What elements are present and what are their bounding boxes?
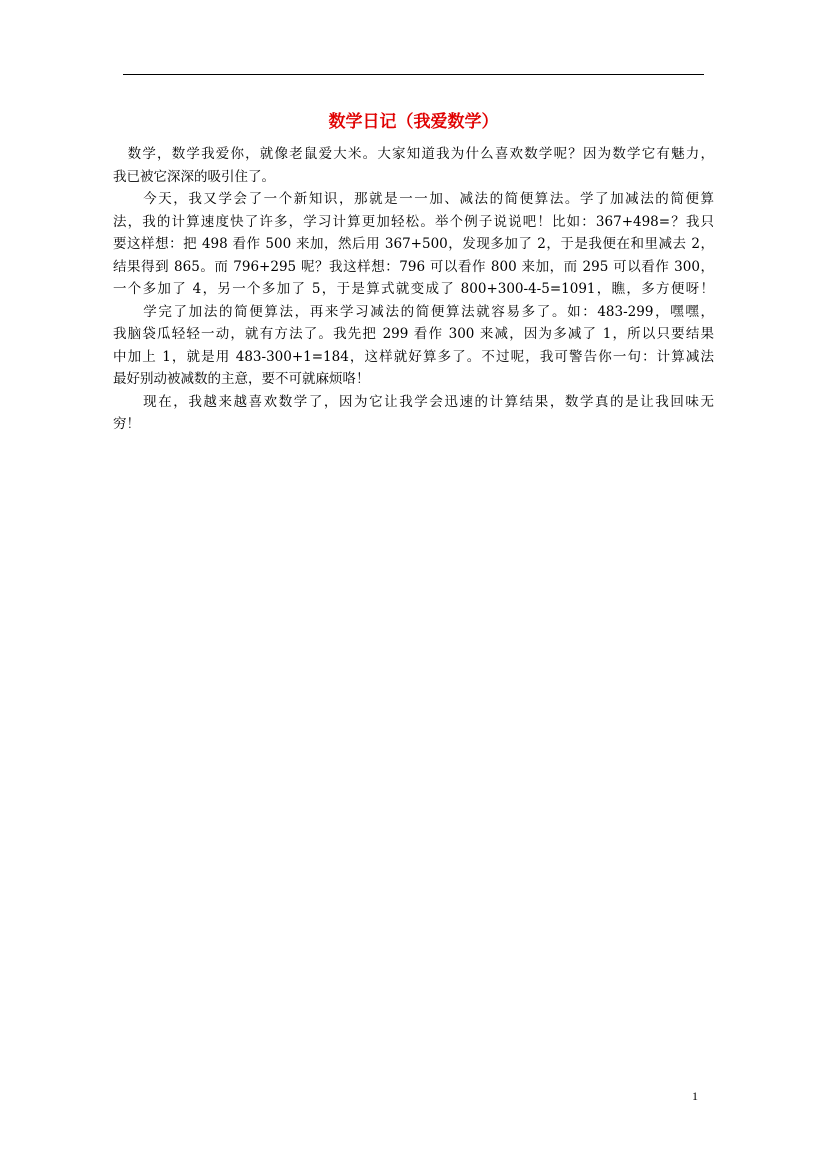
text-line: 最好别动被减数的主意，要不可就麻烦咯！: [113, 371, 370, 387]
header-rule: [123, 74, 704, 75]
document-body: [113, 143, 714, 436]
text-line: 我脑袋瓜轻轻一动，就有方法了。我先把 299 看作 300 来减，因为多减了 1，所以只要结果: [113, 326, 714, 342]
text-line: 现在，我越来越喜欢数学了，因为它让我学会迅速的计算结果，数学真的是让我回味无: [113, 393, 714, 410]
text-line: 今天，我又学会了一个新知识，那就是一一加、减法的简便算法。学了加减法的简便算: [113, 191, 714, 207]
text-line: 要这样想：把 498 看作 500 来加，然后用 367+500，发现多加了 2，于是我便在和里减去 2，: [113, 236, 714, 252]
text-line: 一个多加了 4，另一个多加了 5，于是算式就变成了 800+300-4-5=1091，瞧，多方便呀！: [113, 281, 714, 297]
text-line: 数学，数学我爱你，就像老鼠爱大米。大家知道我为什么喜欢数学呢？因为数学它有魅力，: [113, 146, 714, 162]
text-line: 结果得到 865。而 796+295 呢？我这样想：796 可以看作 800 来加，而 295 可以看作 300，: [113, 258, 714, 275]
text-line: 学完了加法的简便算法，再来学习减法的简便算法就容易多了。如：483-299，嘿嘿，: [113, 303, 714, 320]
text-line: 法，我的计算速度快了许多，学习计算更加轻松。举个例子说说吧！比如：367+498=？我只: [113, 213, 714, 230]
text-line: 我已被它深深的吸引住了。: [113, 168, 275, 185]
text-line: 中加上 1，就是用 483-300+1=184，这样就好算多了。不过呢，我可警告你一句：计算减法: [113, 348, 714, 365]
page-number: 1: [692, 1089, 698, 1103]
text-line: 穷！: [113, 416, 140, 432]
document-title: 数学日记（我爱数学）: [328, 112, 499, 132]
